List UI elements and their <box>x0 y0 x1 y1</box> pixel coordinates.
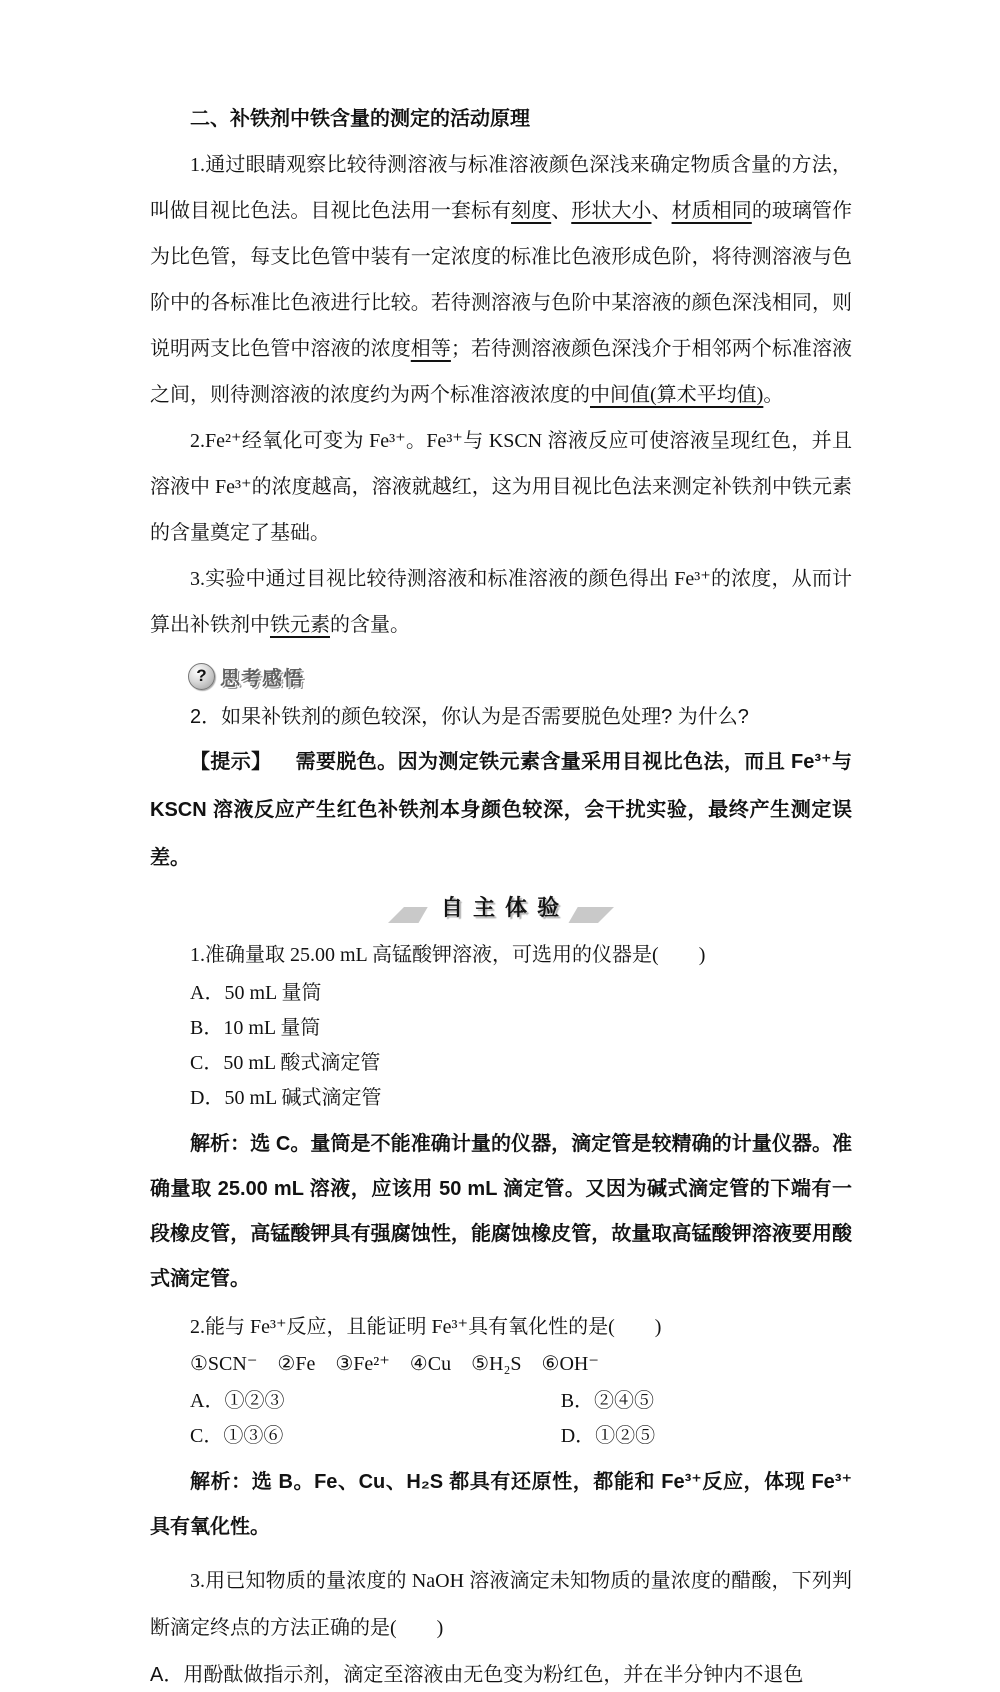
paragraph-experiment <box>150 556 852 648</box>
q2-option-b: B．②④⑤ <box>560 1390 655 1412</box>
think-question: 2．如果补铁剂的颜色较深，你认为是否需要脱色处理? 为什么? <box>190 706 749 728</box>
q1-stem: 1.准确量取 25.00 mL 高锰酸钾溶液，可选用的仪器是( ) <box>190 944 706 966</box>
paragraph-fe-oxidation: 2.Fe²⁺经氧化可变为 Fe³⁺。Fe³⁺与 KSCN 溶液反应可使溶液呈现红色，并且溶液中 Fe³⁺的浓度越高，溶液就越红，这为用目视比色法来测定补铁剂中铁元素的含量奠定了基础。 <box>150 430 852 544</box>
text-run: 、 <box>651 200 672 222</box>
underlined-term: 铁元素 <box>270 614 330 636</box>
self-experience-banner <box>150 892 852 930</box>
hint-paragraph <box>150 738 852 882</box>
text-run: 。 <box>763 384 784 406</box>
underlined-term: 材质相同 <box>671 200 752 222</box>
q2-stem: 2.能与 Fe³⁺反应，且能证明 Fe³⁺具有氧化性的是( ) <box>190 1316 662 1338</box>
underlined-term: (算术平均值) <box>650 384 764 406</box>
hint-text: 需要脱色。因为测定铁元素含量采用目视比色法，而且 Fe³⁺与 KSCN 溶液反应产生红色补铁剂本身颜色较深，会干扰实验，最终产生测定误差。 <box>150 751 852 869</box>
section-title: 二、补铁剂中铁含量的测定的活动原理 <box>190 108 530 130</box>
text-run: 的玻璃管作为比色管，每支比色管中装有一定浓度的标准比色液形成色阶，将待测溶液与色阶中的各标准比色液进行比较。若待测溶液与色阶中某溶液的颜色深浅相同，则说明两支比色管中溶液的浓度 <box>150 200 853 360</box>
text-run: 1.通过眼睛观察比较待测溶液与标准溶液颜色深浅来确定物质含量的方法，叫做目视比色法。目视比色法用一套标有 <box>150 154 852 222</box>
q1-option-b: B．10 mL 量筒 <box>190 1017 321 1039</box>
q2-analysis: 解析：选 B。Fe、Cu、H₂S 都具有还原性，都能和 Fe³⁺反应，体现 Fe³⁺具有氧化性。 <box>150 1471 852 1538</box>
paragraph-colorimetry <box>150 142 852 418</box>
think-section-header <box>188 660 852 692</box>
q3-stem: 3.用已知物质的量浓度的 NaOH 溶液滴定未知物质的量浓度的醋酸，下列判断滴定终点的方法正确的是( ) <box>150 1570 852 1639</box>
banner-title: 自 主 体 验 <box>440 895 562 920</box>
underlined-term: 形状大小 <box>571 200 652 222</box>
underlined-term: 相等 <box>410 338 451 360</box>
q2-option-d: D．①②⑤ <box>560 1425 656 1447</box>
q2-items: ①SCN⁻ ②Fe ③Fe²⁺ ④Cu ⑤H₂S ⑥OH⁻ <box>190 1353 599 1375</box>
q3-option-a: A．用酚酞做指示剂，滴定至溶液由无色变为粉红色，并在半分钟内不退色 <box>150 1664 804 1686</box>
q1-option-d: D．50 mL 碱式滴定管 <box>190 1087 382 1109</box>
text-run: 3.实验中通过目视比较待测溶液和标准溶液的颜色得出 Fe³⁺的浓度，从而计算出补铁剂中 <box>150 568 852 636</box>
q1-option-c: C．50 mL 酸式滴定管 <box>190 1052 381 1074</box>
q2-option-a: A．①②③ <box>190 1390 285 1412</box>
text-run: 、 <box>551 200 572 222</box>
hint-label: 【提示】 <box>190 751 272 773</box>
q2-option-c: C．①③⑥ <box>190 1425 284 1447</box>
text-run: 的含量。 <box>330 614 410 636</box>
text-run: ；若待测溶液颜色深浅介于相邻两个标准溶液之间，则待测溶液的浓度约为两个标准溶液浓度的 <box>150 338 853 406</box>
q1-options <box>150 976 852 1116</box>
q1-option-a: A．50 mL 量筒 <box>190 982 322 1004</box>
think-section-label: 思考感悟 <box>220 667 304 690</box>
question-mark-icon <box>188 663 215 690</box>
q2-options <box>150 1384 852 1454</box>
q1-analysis: 解析：选 C。量筒是不能准确计量的仪器，滴定管是较精确的计量仪器。准确量取 25.00 mL 溶液，应该用 50 mL 滴定管。又因为碱式滴定管的下端有一段橡皮管，高锰酸钾具有强腐蚀性，能腐蚀橡皮管，故量取高锰酸钾溶液要用酸式滴定管。 <box>150 1133 852 1290</box>
underlined-term: 中间值 <box>590 384 650 406</box>
question-mark-glyph: ? <box>196 666 207 685</box>
underlined-term: 刻度 <box>511 200 552 222</box>
